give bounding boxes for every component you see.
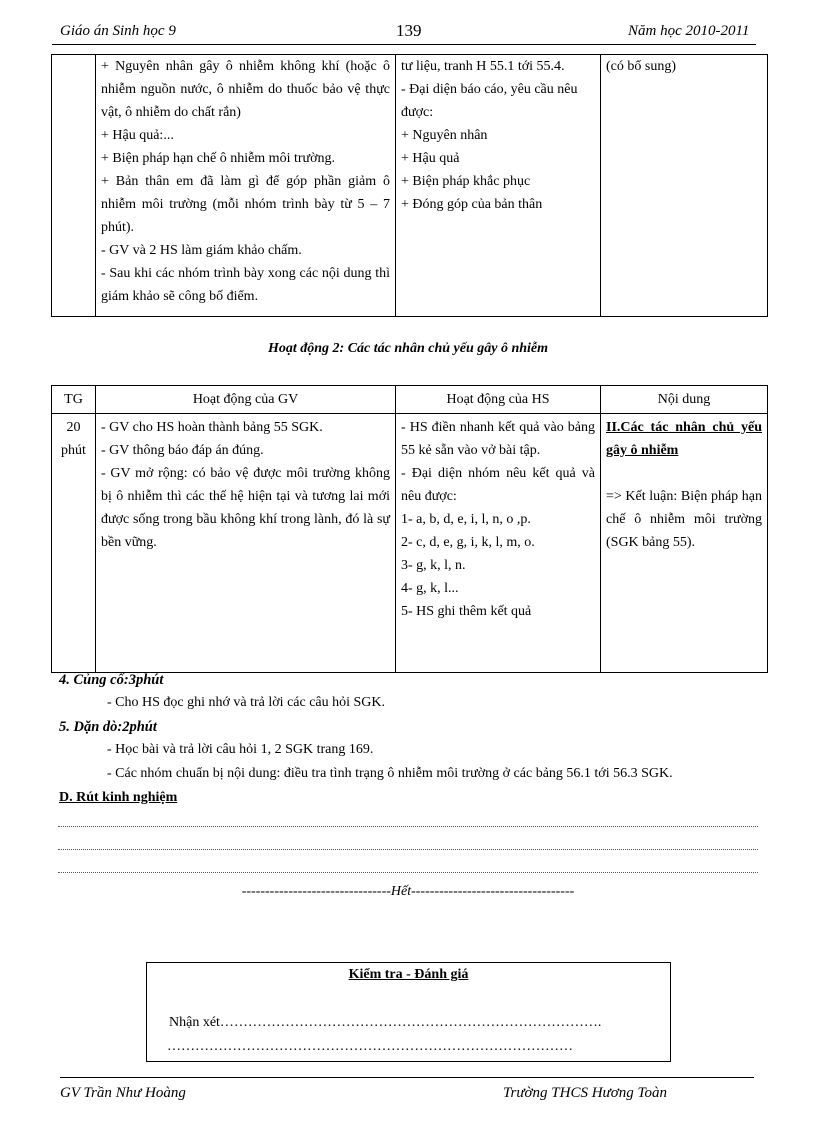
page-number: 139: [396, 21, 422, 40]
content-cell: [601, 55, 768, 317]
list-item: + Hậu quả: [401, 151, 460, 166]
activity2-table: [51, 385, 768, 673]
column-header: Nội dung: [601, 386, 768, 414]
section5-item: - Các nhóm chuẩn bị nội dung: điều tra tình trạng ô nhiễm môi trường ở các bảng 56.1 tới 56.3 SGK.: [107, 766, 673, 781]
section5-title: 5. Dặn dò:2phút: [59, 719, 157, 735]
list-item: 3- g, k, l, n.: [401, 558, 466, 573]
list-item: (có bổ sung): [606, 59, 676, 74]
gv-activity-cell: [96, 414, 396, 673]
header-rule: [52, 44, 756, 45]
dotted-line: [58, 849, 758, 850]
list-item: + Hậu quả:...: [101, 128, 174, 143]
list-item: - GV và 2 HS làm giám khảo chấm.: [101, 243, 302, 258]
table-header-row: [52, 386, 768, 414]
dotted-line: [58, 826, 758, 827]
assessment-box: [146, 962, 671, 1062]
dotted-line: [58, 872, 758, 873]
section4-title: 4. Củng cố:3phút: [59, 672, 164, 688]
list-item: + Bản thân em đã làm gì để góp phần giảm ô nhiễm môi trường (mỗi nhóm trình bày từ 5 – 7 phút).: [101, 174, 390, 235]
content-cell: [601, 414, 768, 673]
content-conclusion: => Kết luận: Biện pháp hạn chế ô nhiễm môi trường (SGK bảng 55).: [606, 489, 762, 550]
list-item: + Biện pháp hạn chế ô nhiễm môi trường.: [101, 151, 336, 166]
end-marker: --------------------------------Hết-----------------------------------: [241, 884, 575, 899]
column-header: Hoạt động của HS: [396, 386, 601, 414]
footer-teacher: GV Trần Như Hoàng: [60, 1085, 186, 1101]
activity2-title: Hoạt động 2: Các tác nhân chủ yếu gây ô nhiễm: [267, 341, 549, 356]
list-item: tư liệu, tranh H 55.1 tới 55.4.: [401, 59, 565, 74]
list-item: - GV cho HS hoàn thành bảng 55 SGK.: [101, 420, 323, 435]
list-item: - GV mở rộng: có bảo vệ được môi trường không bị ô nhiễm thì các thế hệ hiện tại và tương lai mới được sống trong bầu không khí trong lành, đó là sự bền vững.: [101, 466, 390, 550]
gv-activity-cell: [96, 55, 396, 317]
list-item: + Đóng góp của bản thân: [401, 197, 543, 212]
list-item: 2- c, d, e, g, i, k, l, m, o.: [401, 535, 535, 550]
header-subject: Giáo án Sinh học 9: [60, 23, 176, 39]
hs-activity-cell: [396, 55, 601, 317]
table-row: [52, 414, 768, 673]
footer-school: Trường THCS Hương Toàn: [503, 1085, 667, 1101]
assessment-comment-label: Nhận xét……………………………………………………………………….: [169, 1015, 602, 1030]
footer-rule: [60, 1077, 754, 1078]
table-row: [52, 55, 768, 317]
list-item: 5- HS ghi thêm kết quả: [401, 604, 532, 619]
list-item: 4- g, k, l...: [401, 581, 459, 596]
assessment-comment-line: ……………………………………………………………………………: [167, 1039, 573, 1054]
column-header: TG: [52, 386, 96, 414]
section4-item: - Cho HS đọc ghi nhớ và trả lời các câu hỏi SGK.: [107, 695, 386, 710]
list-item: + Biện pháp khắc phục: [401, 174, 531, 189]
list-item: + Nguyên nhân gây ô nhiễm không khí (hoặc ô nhiễm nguồn nước, ô nhiễm do thuốc bảo vệ thực vật, ô nhiễm do chất rắn): [101, 59, 390, 120]
activity1-table-continued: [51, 54, 768, 317]
sectionD-title: D. Rút kinh nghiệm: [59, 790, 178, 805]
list-item: - Sau khi các nhóm trình bày xong các nội dung thì giám khảo sẽ công bố điểm.: [101, 266, 390, 304]
content-heading: II.Các tác nhân chủ yếu gây ô nhiễm: [606, 420, 762, 458]
section5-item: - Học bài và trả lời câu hỏi 1, 2 SGK trang 169.: [107, 742, 374, 757]
column-header: Hoạt động của GV: [96, 386, 396, 414]
list-item: - HS điền nhanh kết quả vào bảng 55 kẻ sẵn vào vở bài tập.: [401, 420, 595, 458]
tg-cell: [52, 55, 96, 317]
header-school-year: Năm học 2010-2011: [628, 23, 750, 39]
hs-activity-cell: [396, 414, 601, 673]
list-item: 1- a, b, d, e, i, l, n, o ,p.: [401, 512, 531, 527]
tg-cell: 20 phút: [52, 414, 96, 673]
assessment-title: Kiểm tra - Đánh giá: [348, 967, 469, 982]
list-item: + Nguyên nhân: [401, 128, 488, 143]
list-item: - Đại diện nhóm nêu kết quả và nêu được:: [401, 466, 595, 504]
list-item: - GV thông báo đáp án đúng.: [101, 443, 264, 458]
list-item: - Đại diện báo cáo, yêu cầu nêu được:: [401, 82, 578, 120]
